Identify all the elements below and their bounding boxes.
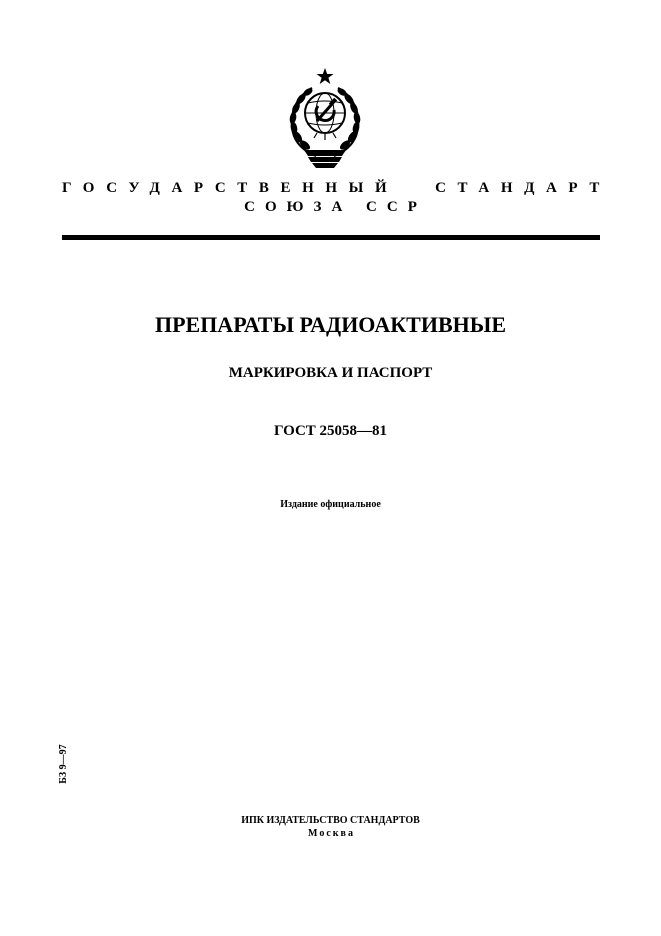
gost-number: ГОСТ 25058—81 (273, 423, 388, 439)
publisher-city: Москва (308, 828, 355, 839)
header-union-line: СОЮЗА ССР (244, 199, 427, 215)
publisher-name: ИПК ИЗДАТЕЛЬСТВО СТАНДАРТОВ (241, 815, 420, 826)
side-code: БЗ 9—97 (58, 744, 69, 784)
header-standard-word: СТАНДАРТ (435, 180, 611, 196)
header-divider (62, 235, 600, 240)
edition-note: Издание официальное (280, 499, 381, 510)
document-subtitle: МАРКИРОВКА И ПАСПОРТ (228, 365, 433, 381)
document-title: ПРЕПАРАТЫ РАДИОАКТИВНЫЕ (154, 312, 507, 337)
ussr-emblem-icon (282, 66, 368, 170)
header-state-word: ГОСУДАРСТВЕННЫЙ (62, 180, 399, 196)
